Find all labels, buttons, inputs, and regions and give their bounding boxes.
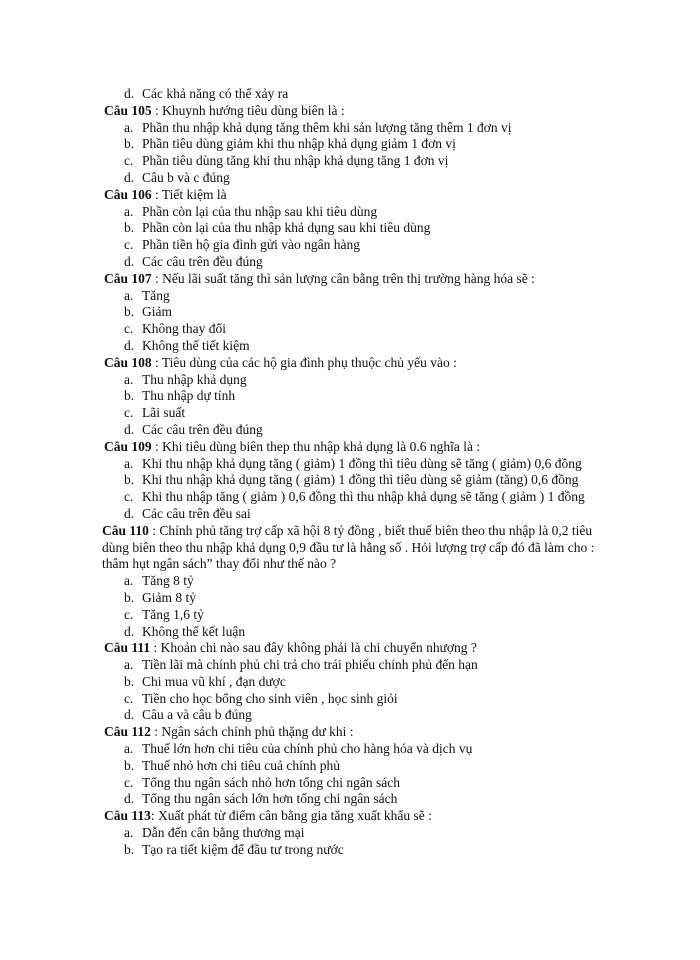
question-number: Câu 112 <box>104 724 151 740</box>
option-c <box>104 489 604 506</box>
option-letter: b. <box>124 472 135 488</box>
option-d-lead <box>104 86 604 103</box>
option-letter: a. <box>124 657 134 673</box>
option-letter: a. <box>124 203 134 219</box>
option-letter: d. <box>124 707 135 723</box>
option-a <box>104 657 604 674</box>
question-list <box>104 86 604 859</box>
option-b <box>104 674 604 691</box>
option-b <box>104 590 604 607</box>
option-b <box>104 842 604 859</box>
option-text: Phần tiêu dùng giảm khi thu nhập khả dụng giảm 1 đơn vị <box>142 136 456 152</box>
option-b <box>104 220 604 237</box>
option-text: Lãi suất <box>142 405 186 421</box>
question-110 <box>102 523 604 573</box>
question-number: Câu 105 <box>104 102 152 118</box>
option-letter: b. <box>124 757 135 773</box>
question-109 <box>104 439 604 456</box>
option-text: Các khả năng có thể xảy ra <box>142 86 289 101</box>
option-c <box>104 691 604 708</box>
option-letter: d. <box>124 421 135 437</box>
option-text: Phần tiền hộ gia đình gửi vào ngân hàng <box>142 237 361 253</box>
option-text: Tăng 8 tỷ <box>142 573 194 589</box>
option-letter: c. <box>124 153 134 169</box>
question-number: Câu 108 <box>104 354 152 370</box>
option-letter: a. <box>124 741 134 757</box>
question-number: Câu 107 <box>104 270 152 286</box>
option-d <box>104 170 604 187</box>
option-a <box>104 825 604 842</box>
option-text: Tổng thu ngân sách lớn hơn tổng chi ngân sách <box>142 791 398 807</box>
option-text: Tổng thu ngân sách nhỏ hơn tổng chi ngân sách <box>142 774 400 790</box>
question-text: : Ngân sách chính phủ thặng dư khi : <box>150 724 354 740</box>
option-text: Tiền lãi mà chính phủ chi trả cho trái phiếu chính phủ đến hạn <box>142 657 478 673</box>
option-text: Chi mua vũ khí , đạn dược <box>142 673 286 689</box>
option-letter: c. <box>124 606 134 622</box>
option-d <box>104 254 604 271</box>
option-letter: a. <box>124 371 134 387</box>
option-letter: d. <box>124 337 135 353</box>
option-text: Không thể tiết kiệm <box>142 337 250 353</box>
question-text: : Khi tiêu dùng biên thep thu nhập khả dụng là 0.6 nghĩa là : <box>151 438 481 454</box>
option-text: Câu b và c đúng <box>142 169 230 185</box>
option-letter: b. <box>124 304 135 320</box>
question-112 <box>104 724 604 741</box>
option-letter: b. <box>124 136 135 152</box>
option-letter: c. <box>124 774 134 790</box>
option-d <box>104 707 604 724</box>
option-letter: d. <box>124 86 135 101</box>
question-text: : Khoản chi nào sau đây không phải là chi chuyển nhượng ? <box>150 640 477 656</box>
question-number: Câu 106 <box>104 186 152 202</box>
option-letter: c. <box>124 321 134 337</box>
option-c <box>104 153 604 170</box>
option-d <box>104 506 604 523</box>
question-106 <box>104 187 604 204</box>
question-number: Câu 113 <box>104 808 151 824</box>
option-b <box>104 472 604 489</box>
option-b <box>104 758 604 775</box>
question-113 <box>104 808 604 825</box>
option-text: Thuế lớn hơn chi tiêu của chính phủ cho hàng hóa và dịch vụ <box>142 741 473 757</box>
option-c <box>104 607 604 624</box>
option-a <box>104 741 604 758</box>
option-a <box>104 204 604 221</box>
option-letter: a. <box>124 287 134 303</box>
option-letter: b. <box>124 841 135 857</box>
option-letter: a. <box>124 825 134 841</box>
question-111 <box>104 640 604 657</box>
option-text: Tiền cho học bổng cho sinh viên , học sinh giỏi <box>142 690 398 706</box>
option-text: Không thể kết luận <box>142 623 246 639</box>
option-text: Giảm <box>142 304 172 320</box>
question-text: : Tiết kiệm là <box>151 186 227 202</box>
option-letter: b. <box>124 388 135 404</box>
option-a <box>104 456 604 473</box>
question-108 <box>104 355 604 372</box>
question-number: Câu 109 <box>104 438 152 454</box>
option-letter: c. <box>124 690 134 706</box>
option-letter: a. <box>124 119 134 135</box>
option-letter: d. <box>124 791 135 807</box>
option-b <box>104 388 604 405</box>
question-105 <box>104 103 604 120</box>
option-d <box>104 422 604 439</box>
option-a <box>104 288 604 305</box>
option-text: Khi thu nhập khả dụng tăng ( giảm) 1 đồng thì tiêu dùng sẽ giảm (tăng) 0,6 đồng <box>142 472 579 488</box>
option-c <box>104 237 604 254</box>
option-text: Các câu trên đều đúng <box>142 421 263 437</box>
option-letter: c. <box>124 237 134 253</box>
option-text: Thuế nhỏ hơn chi tiêu cuả chính phủ <box>142 757 340 773</box>
question-number: Câu 111 <box>104 640 151 656</box>
option-text: Phần thu nhập khả dụng tăng thêm khi sản lượng tăng thêm 1 đơn vị <box>142 119 512 135</box>
option-a <box>104 573 604 590</box>
option-text: Không thay đổi <box>142 321 226 337</box>
option-text: Câu a và câu b đúng <box>142 707 252 723</box>
option-letter: b. <box>124 220 135 236</box>
option-letter: b. <box>124 589 135 605</box>
option-text: Tăng 1,6 tỷ <box>142 606 204 622</box>
question-number: Câu 110 <box>102 522 149 538</box>
option-text: Khi thu nhập tăng ( giảm ) 0,6 đồng thì thu nhập khả dụng sẽ tăng ( giảm ) 1 đồng <box>142 489 585 505</box>
option-b <box>104 136 604 153</box>
option-letter: a. <box>124 455 134 471</box>
option-b <box>104 304 604 321</box>
option-text: Thu nhập dự tính <box>142 388 236 404</box>
option-letter: c. <box>124 489 134 505</box>
option-a <box>104 120 604 137</box>
question-text: : Khuynh hướng tiêu dùng biên là : <box>151 102 345 118</box>
option-letter: b. <box>124 673 135 689</box>
question-text: : Nếu lãi suất tăng thì sản lượng cân bằng trên thị trường hàng hóa sẽ : <box>151 270 535 286</box>
option-letter: d. <box>124 169 135 185</box>
option-c <box>104 775 604 792</box>
option-letter: d. <box>124 253 135 269</box>
option-text: Phần còn lại của thu nhập khả dụng sau khi tiêu dùng <box>142 220 431 236</box>
question-text: : Xuất phát từ điểm cân bằng gia tăng xuất khẩu sẽ : <box>150 808 432 824</box>
option-letter: c. <box>124 405 134 421</box>
option-text: Các câu trên đều sai <box>142 505 251 521</box>
option-text: Khi thu nhập khả dụng tăng ( giảm) 1 đồng thì tiêu dùng sẽ tăng ( giảm) 0,6 đồng <box>142 455 582 471</box>
question-text: : Chính phủ tăng trợ cấp xã hội 8 tỷ đồng , biết thuế biên theo thu nhập là 0,2 tiêu dùng biên theo thu nhập khả dụng 0,9 đầu tư là hằng số . Hỏi lượng trợ cấp đó đã làm cho : thâm hụt ngân sách” thay đổi như thế nào ? <box>102 522 595 572</box>
option-c <box>104 405 604 422</box>
option-text: Tăng <box>142 287 170 303</box>
option-text: Phần còn lại của thu nhập sau khi tiêu dùng <box>142 203 378 219</box>
option-d <box>104 791 604 808</box>
option-d <box>104 338 604 355</box>
option-text: Phần tiêu dùng tăng khi thu nhập khả dụng tăng 1 đơn vị <box>142 153 449 169</box>
option-c <box>104 321 604 338</box>
option-letter: d. <box>124 623 135 639</box>
option-letter: a. <box>124 573 134 589</box>
question-text: : Tiêu dùng của các hộ gia đình phụ thuộc chủ yếu vào : <box>151 354 457 370</box>
option-a <box>104 372 604 389</box>
option-text: Tạo ra tiết kiệm để đầu tư trong nước <box>142 841 344 857</box>
option-text: Dẫn đến cân bằng thương mại <box>142 825 305 841</box>
option-text: Giảm 8 tỷ <box>142 589 196 605</box>
question-107 <box>104 271 604 288</box>
option-d <box>104 624 604 641</box>
option-text: Thu nhập khả dụng <box>142 371 247 387</box>
option-letter: d. <box>124 505 135 521</box>
option-text: Các câu trên đều đúng <box>142 253 263 269</box>
